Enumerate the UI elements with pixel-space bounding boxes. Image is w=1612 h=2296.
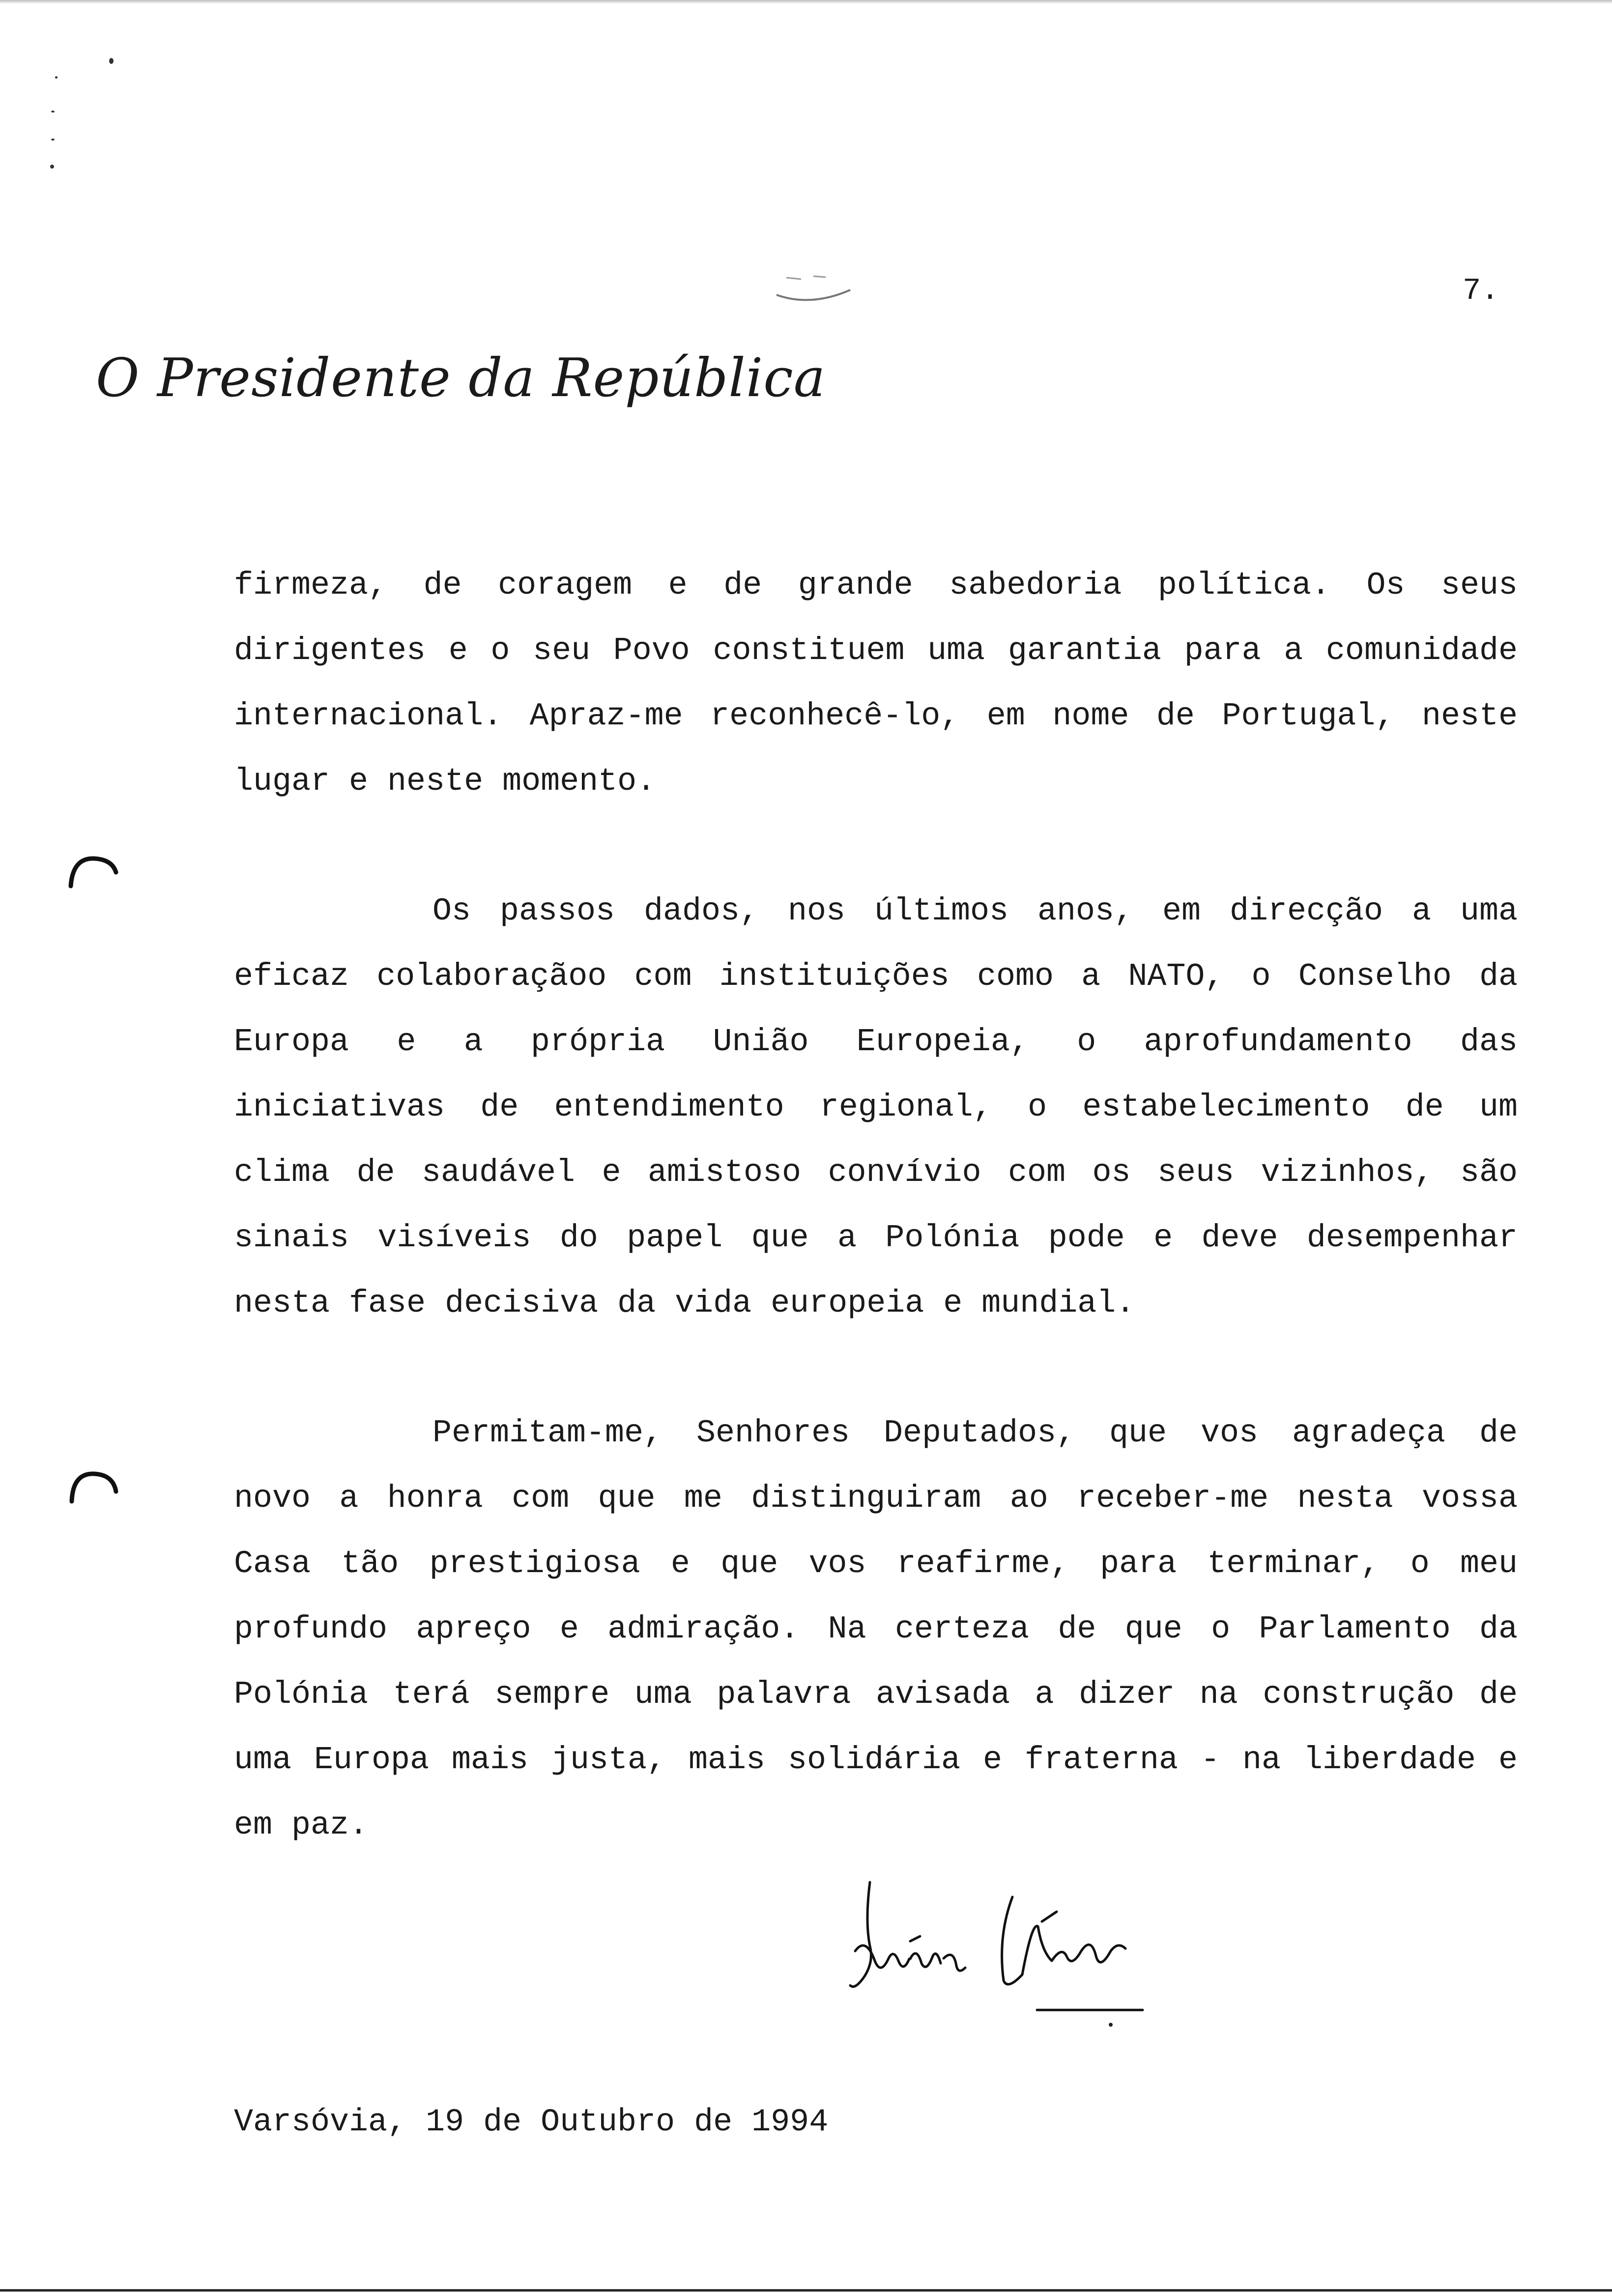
hole-punch-mark xyxy=(64,848,123,892)
scan-speck xyxy=(51,139,55,141)
paragraph-3: Permitam-me, Senhores Deputados, que vos agradeça de novo a honra com que me distinguiram ao receber-me nesta vossa Casa tão prestigiosa e que vos reafirme, para terminar, o meu profundo apreço e admiração. Na certeza de que o Parlamento da Polónia terá sempre uma palavra avisada a dizer na construção de uma Europa mais justa, mais solidária e fraterna - na liberdade e em paz. xyxy=(234,1415,1518,1843)
scan-speck xyxy=(50,165,54,169)
scan-bottom-edge xyxy=(0,2289,1612,2292)
scan-speck xyxy=(109,58,114,64)
scan-speck xyxy=(55,76,58,79)
letterhead-title: O Presidente da República xyxy=(96,347,826,409)
page-number: 7. xyxy=(1463,273,1499,308)
paragraph-2: Os passos dados, nos últimos anos, em direcção a uma eficaz colaboraçãoo com instituições como a NATO, o Conselho da Europa e a própria União Europeia, o aprofundamento das iniciativas de entendimento regional, o estabelecimento de um clima de saudável e amistoso convívio com os seus vizinhos, são sinais visíveis do papel que a Polónia pode e deve desempenhar nesta fase decisiva da vida europeia e mundial. xyxy=(234,893,1518,1321)
handwritten-signature xyxy=(835,1863,1170,2030)
faint-scribble xyxy=(767,256,865,310)
hole-punch-mark xyxy=(64,1462,123,1506)
scan-speck xyxy=(51,111,55,113)
place-date: Varsóvia, 19 de Outubro de 1994 xyxy=(234,2104,829,2140)
paragraph-1: firmeza, de coragem e de grande sabedoria política. Os seus dirigentes e o seu Povo constituem uma garantia para a comunidade internacional. Apraz-me reconhecê-lo, em nome de Portugal, neste lugar e neste momento. xyxy=(234,567,1518,800)
scan-top-edge xyxy=(0,0,1612,4)
